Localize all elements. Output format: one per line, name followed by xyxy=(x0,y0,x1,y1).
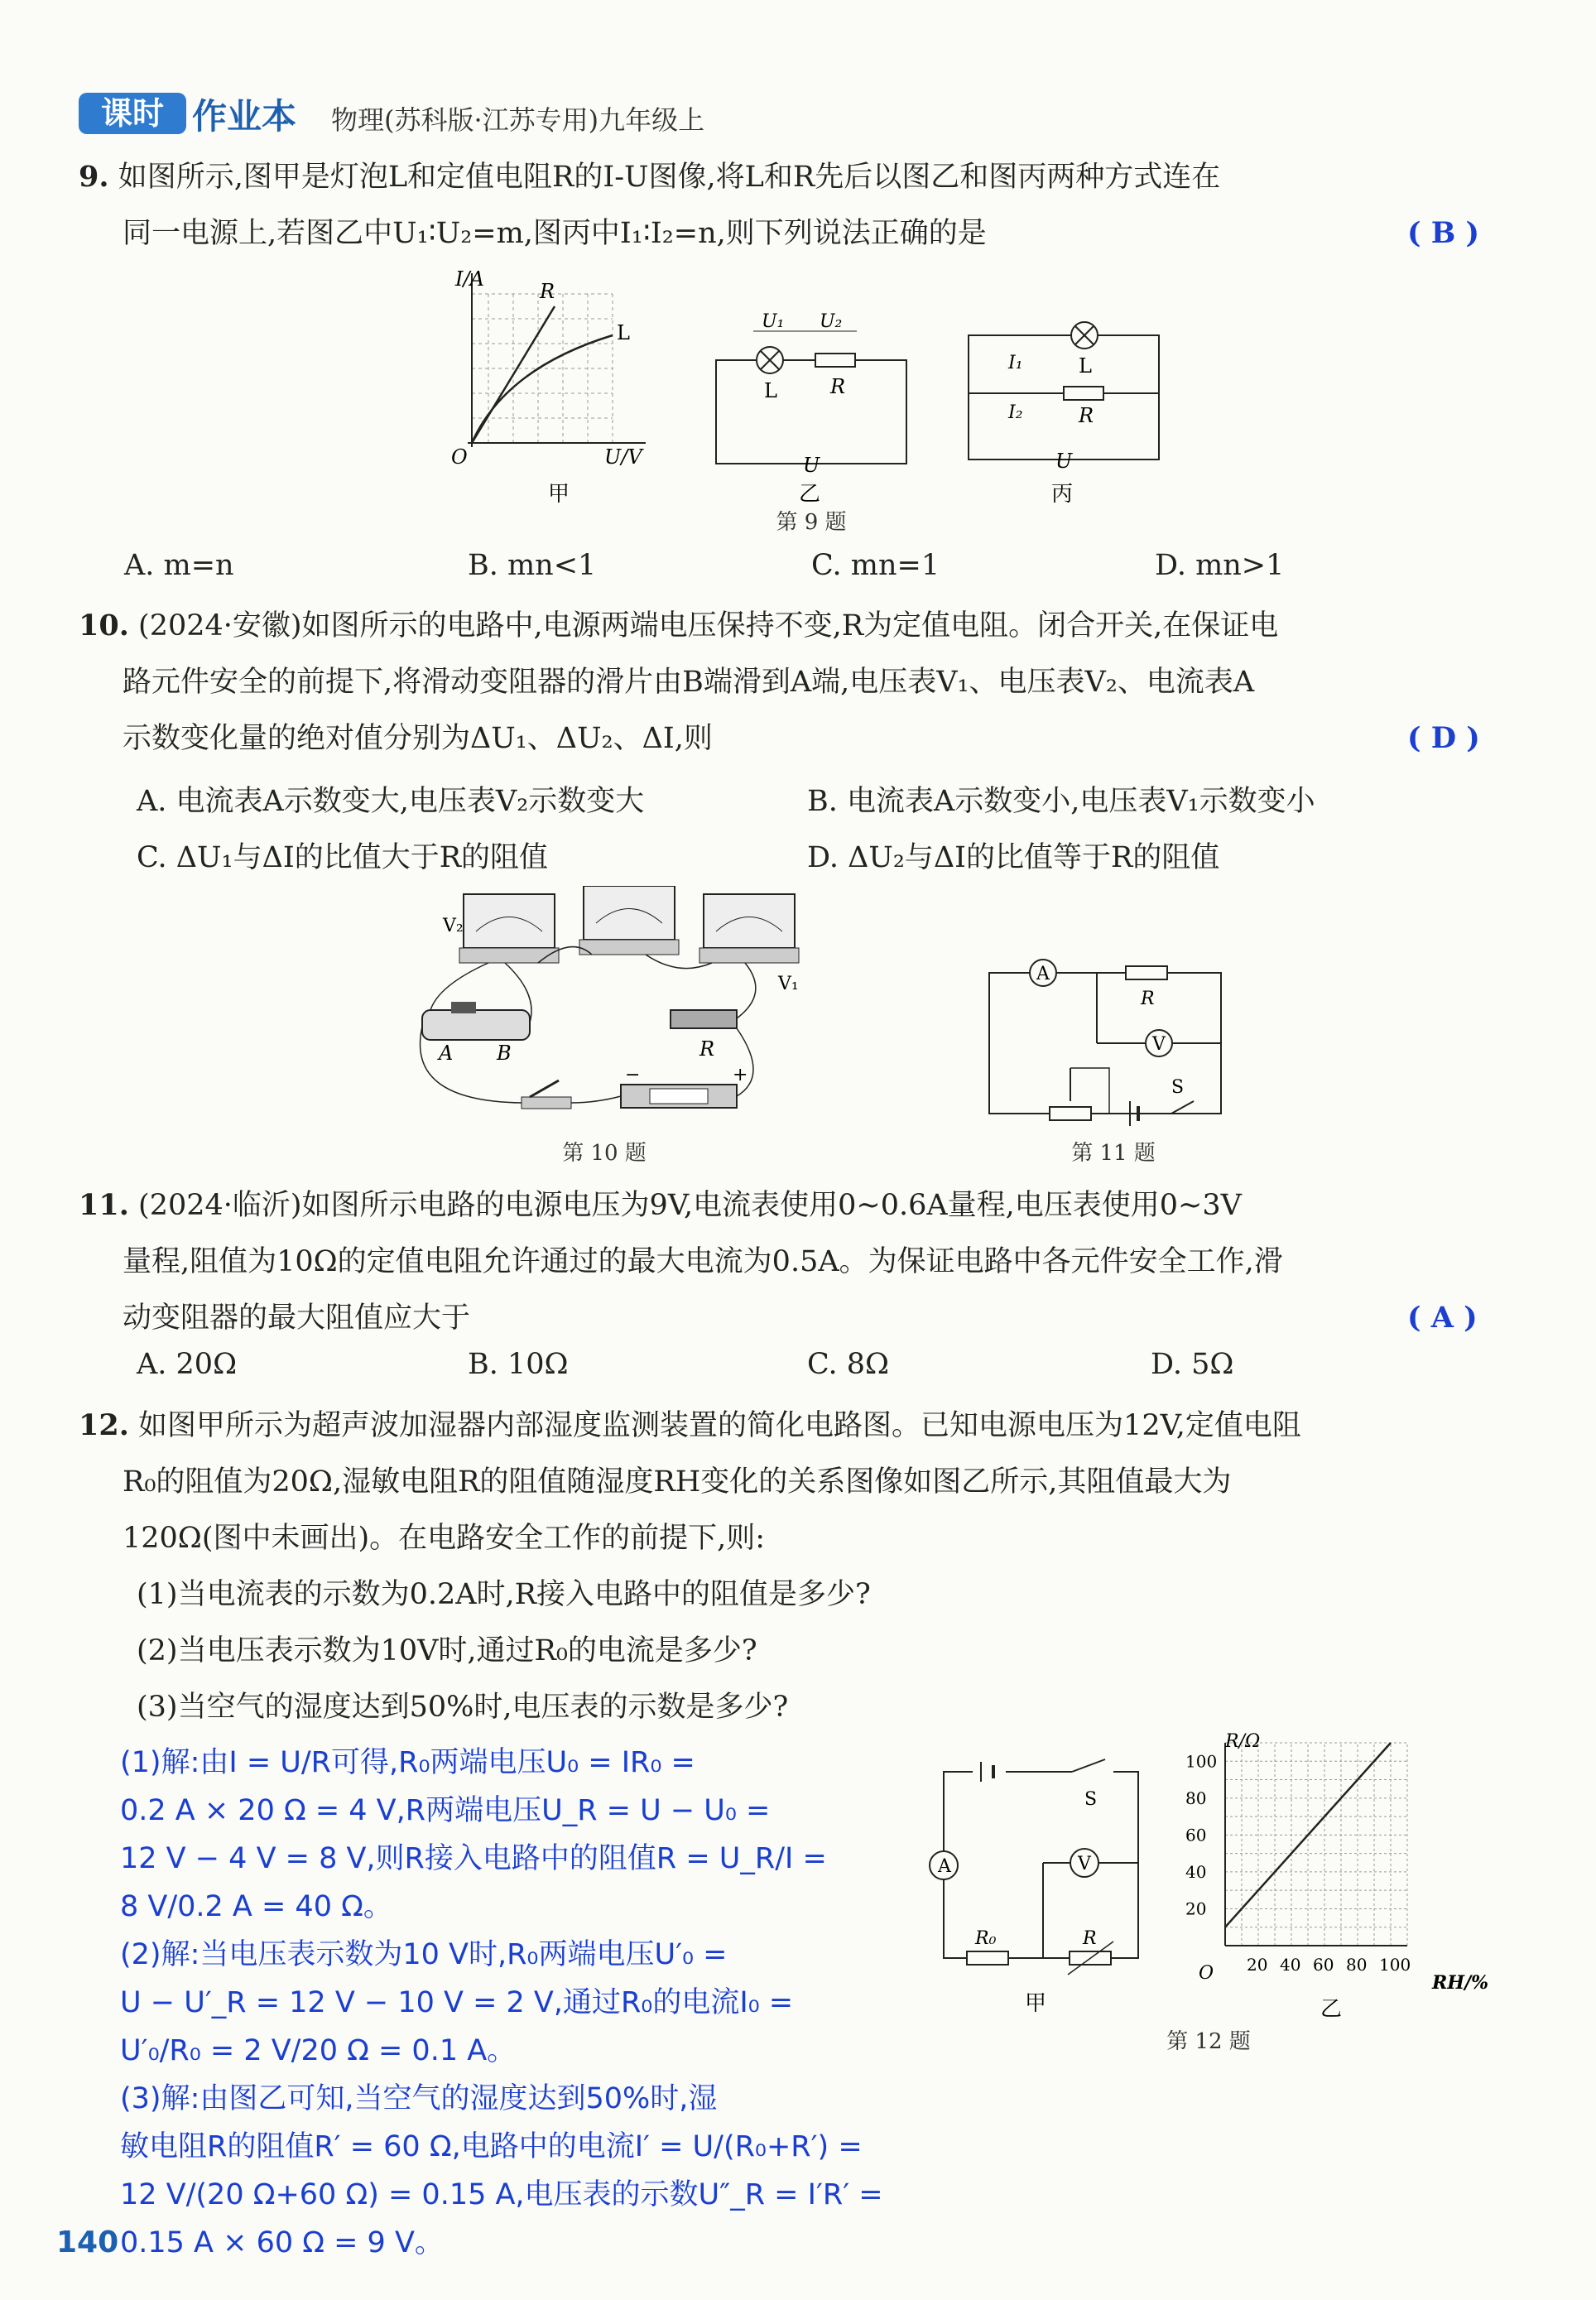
subject-line: 物理(苏科版·江苏专用)九年级上 xyxy=(331,104,705,136)
solution-line: 0.2 A × 20 Ω = 4 V,R两端电压U_R = U − U₀ = xyxy=(120,1794,771,1827)
svg-text:R: R xyxy=(830,375,846,398)
chart-y-tick: 40 xyxy=(1185,1861,1207,1882)
svg-text:R₀: R₀ xyxy=(975,1928,997,1949)
svg-text:−: − xyxy=(625,1065,641,1085)
svg-text:U₁: U₁ xyxy=(762,311,785,332)
resistor-icon xyxy=(815,354,855,367)
svg-text:L: L xyxy=(1079,354,1092,378)
q9-answer: ( B ) xyxy=(1407,216,1480,250)
resistor-icon xyxy=(1064,387,1103,400)
q12-fig-jia xyxy=(927,1747,1151,2028)
q10-number: 10. xyxy=(79,609,129,642)
q9-fig-yi xyxy=(708,306,915,509)
q11-option-b: B. 10Ω xyxy=(468,1348,569,1381)
q9-number: 9. xyxy=(79,160,109,194)
jia-label-l: L xyxy=(617,321,630,344)
q12-solution xyxy=(120,1739,883,2267)
chart-origin: O xyxy=(1199,1963,1214,1984)
voltmeter-v1-icon xyxy=(699,894,799,963)
book-title: 作业本 xyxy=(192,96,297,137)
svg-text:R: R xyxy=(1079,404,1094,427)
chart-ylabel: R/Ω xyxy=(1225,1731,1261,1752)
svg-text:A: A xyxy=(1036,964,1050,984)
solution-line: (1)解:由I = U/R可得,R₀两端电压U₀ = IR₀ = xyxy=(120,1746,695,1779)
solution-line: 12 V − 4 V = 8 V,则R接入电路中的阻值R = U_R/I = xyxy=(120,1842,827,1875)
svg-text:V: V xyxy=(1152,1034,1166,1055)
voltmeter-v2-icon xyxy=(459,894,559,963)
q10-answer: ( D ) xyxy=(1407,721,1480,755)
curve-l xyxy=(472,335,613,443)
q9-line1: 9. 如图所示,图甲是灯泡L和定值电阻R的I-U图像,将L和R先后以图乙和图丙两种方式连在 xyxy=(79,160,1221,194)
q12-line1: 12. 如图甲所示为超声波加湿器内部湿度监测装置的简化电路图。已知电源电压为12V,定值电阻 xyxy=(79,1408,1301,1442)
q12-line3: 120Ω(图中未画出)。在电路安全工作的前提下,则: xyxy=(123,1522,766,1555)
resistor-r0-icon xyxy=(967,1951,1008,1965)
svg-text:B: B xyxy=(497,1042,512,1065)
svg-text:I₂: I₂ xyxy=(1008,402,1023,423)
q12-sub3: (3)当空气的湿度达到50%时,电压表的示数是多少? xyxy=(137,1691,789,1724)
svg-text:U: U xyxy=(1055,450,1073,473)
battery-icon xyxy=(621,1085,737,1108)
ammeter-icon xyxy=(579,886,679,955)
q9-option-d: D. mn>1 xyxy=(1155,549,1285,582)
q12-line2: R₀的阻值为20Ω,湿敏电阻R的阻值随湿度RH变化的关系图像如图乙所示,其阻值最大为 xyxy=(123,1465,1232,1499)
svg-text:A: A xyxy=(439,1042,454,1065)
chart-x-tick: 40 xyxy=(1280,1955,1301,1975)
q10-option-b: B. 电流表A示数变小,电压表V₁示数变小 xyxy=(807,785,1315,818)
switch-icon xyxy=(1171,1101,1194,1114)
svg-text:R: R xyxy=(1141,989,1155,1009)
chart-y-tick: 80 xyxy=(1185,1788,1207,1808)
svg-text:+: + xyxy=(733,1065,748,1085)
q11-number: 11. xyxy=(79,1188,129,1222)
jia-ylabel: I/A xyxy=(455,267,484,291)
svg-text:L: L xyxy=(764,379,777,402)
q12-sub2: (2)当电压表示数为10V时,通过R₀的电流是多少? xyxy=(137,1634,757,1667)
chart-caption: 乙 xyxy=(1320,1997,1343,2022)
q11-option-c: C. 8Ω xyxy=(807,1348,890,1381)
q10-line2: 路元件安全的前提下,将滑动变阻器的滑片由B端滑到A端,电压表V₁、电压表V₂、电流表A xyxy=(123,666,1255,699)
q10-fig xyxy=(406,886,803,1143)
q11-answer: ( A ) xyxy=(1407,1301,1478,1335)
rheostat-icon xyxy=(1050,1107,1091,1120)
q9-fig-bing xyxy=(960,306,1167,509)
q11-fig xyxy=(977,952,1233,1126)
svg-text:V: V xyxy=(1078,1854,1091,1874)
svg-text:甲: 甲 xyxy=(1025,1991,1047,2016)
q9-fig-caption: 第 9 题 xyxy=(776,510,847,535)
svg-text:R: R xyxy=(1083,1928,1097,1949)
jia-xlabel: U/V xyxy=(604,445,642,469)
q10-line3: 示数变化量的绝对值分别为ΔU₁、ΔU₂、ΔI,则 xyxy=(123,722,713,755)
solution-line: U − U′_R = 12 V − 10 V = 2 V,通过R₀的电流I₀ = xyxy=(120,1986,794,2019)
svg-text:U: U xyxy=(803,454,820,477)
q9-option-c: C. mn=1 xyxy=(811,549,940,582)
q12-chart-yi xyxy=(1159,1730,1507,2028)
q9-line2: 同一电源上,若图乙中U₁∶U₂=m,图丙中I₁∶I₂=n,则下列说法正确的是 xyxy=(123,217,987,250)
q9-option-b: B. mn<1 xyxy=(468,549,597,582)
q10-option-c: C. ΔU₁与ΔI的比值大于R的阻值 xyxy=(137,841,549,874)
solution-line: 12 V/(20 Ω+60 Ω) = 0.15 A,电压表的示数U″_R = I′R′ = xyxy=(120,2178,883,2211)
svg-text:U₂: U₂ xyxy=(820,311,843,332)
q10-line1: 10. (2024·安徽)如图所示的电路中,电源两端电压保持不变,R为定值电阻。闭合开关,在保证电 xyxy=(79,609,1279,642)
jia-caption: 甲 xyxy=(548,482,570,507)
solution-line: 0.15 A × 60 Ω = 9 V。 xyxy=(120,2226,444,2259)
svg-text:丙: 丙 xyxy=(1051,482,1074,507)
svg-text:S: S xyxy=(1084,1789,1098,1810)
q11-line3: 动变阻器的最大阻值应大于 xyxy=(123,1302,471,1335)
chart-x-tick: 100 xyxy=(1379,1955,1411,1975)
switch-icon xyxy=(522,1080,571,1109)
svg-text:I₁: I₁ xyxy=(1008,353,1023,373)
svg-text:乙: 乙 xyxy=(799,482,821,507)
solution-line: 敏电阻R的阻值R′ = 60 Ω,电路中的电流I′ = U/(R₀+R′) = xyxy=(120,2130,863,2163)
svg-text:A: A xyxy=(938,1856,951,1877)
q11-fig-caption: 第 11 题 xyxy=(1071,1141,1156,1166)
rheostat-icon xyxy=(422,1002,530,1040)
q10-option-d: D. ΔU₂与ΔI的比值等于R的阻值 xyxy=(807,841,1220,874)
solution-line: (2)解:当电压表示数为10 V时,R₀两端电压U′₀ = xyxy=(120,1938,728,1971)
chart-y-tick: 20 xyxy=(1185,1898,1207,1919)
q12-number: 12. xyxy=(79,1408,129,1442)
q12-sub1: (1)当电流表的示数为0.2A时,R接入电路中的阻值是多少? xyxy=(137,1578,871,1611)
page-number: 140 xyxy=(56,2225,119,2259)
q9-fig-jia xyxy=(447,261,662,513)
q11-option-a: A. 20Ω xyxy=(137,1348,238,1381)
solution-line: (3)解:由图乙可知,当空气的湿度达到50%时,湿 xyxy=(120,2082,718,2115)
chart-x-tick: 80 xyxy=(1346,1955,1368,1975)
q9-option-a: A. m=n xyxy=(124,549,234,582)
svg-text:S: S xyxy=(1171,1077,1185,1098)
chart-y-tick: 60 xyxy=(1185,1825,1207,1845)
svg-text:V₁: V₁ xyxy=(778,974,799,994)
q11-line1: 11. (2024·临沂)如图所示电路的电源电压为9V,电流表使用0~0.6A量程,电压表使用0~3V xyxy=(79,1188,1242,1222)
svg-text:V₂: V₂ xyxy=(443,916,464,936)
solution-line: 8 V/0.2 A = 40 Ω。 xyxy=(120,1890,392,1923)
resistor-icon xyxy=(671,1010,737,1028)
chart-xlabel: RH/% xyxy=(1432,1972,1489,1994)
chart-y-tick: 100 xyxy=(1185,1751,1218,1772)
solution-line: U′₀/R₀ = 2 V/20 Ω = 0.1 A。 xyxy=(120,2034,517,2067)
q12-fig-caption: 第 12 题 xyxy=(1166,2029,1251,2054)
q10-fig-caption: 第 10 题 xyxy=(562,1141,647,1166)
resistor-icon xyxy=(1126,966,1167,979)
q11-line2: 量程,阻值为10Ω的定值电阻允许通过的最大电流为0.5A。为保证电路中各元件安全工作,滑 xyxy=(123,1245,1283,1278)
jia-label-r: R xyxy=(540,280,555,303)
jia-origin: O xyxy=(451,445,468,469)
chart-x-tick: 60 xyxy=(1313,1955,1334,1975)
svg-text:R: R xyxy=(699,1037,715,1061)
q10-option-a: A. 电流表A示数变大,电压表V₂示数变大 xyxy=(137,785,645,818)
q11-option-d: D. 5Ω xyxy=(1151,1348,1234,1381)
logo: 课时 xyxy=(79,93,186,134)
chart-x-tick: 20 xyxy=(1247,1955,1268,1975)
